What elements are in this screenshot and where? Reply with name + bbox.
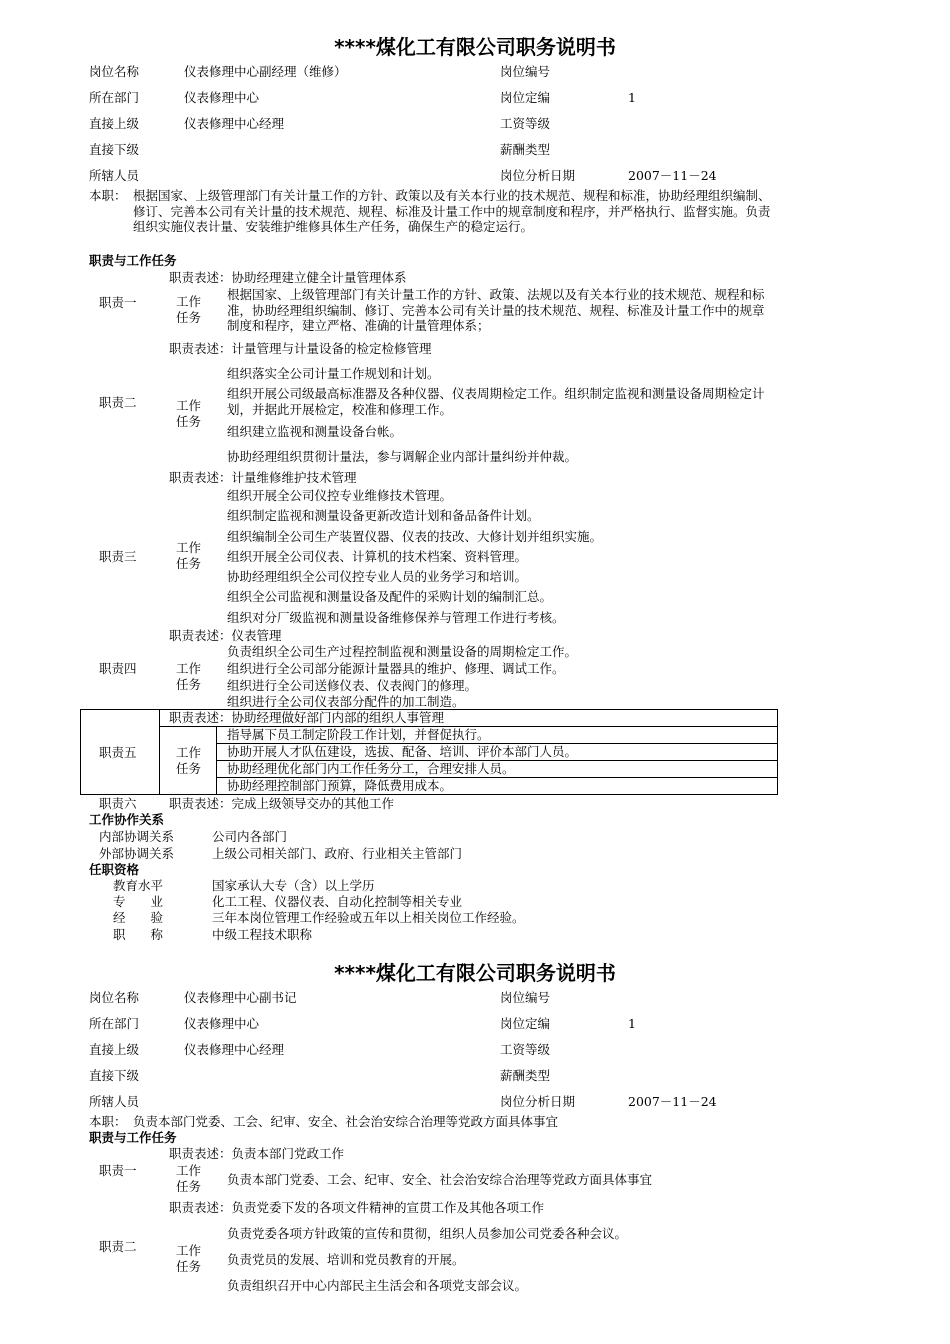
pay-type-label: 薪酬类型 (500, 142, 551, 157)
r1-name: 职责一 (99, 295, 137, 310)
r3-task-6: 组织全公司监视和测量设备及配件的采购计划的编制汇总。 (227, 589, 553, 604)
post-no-label: 岗位编号 (500, 990, 551, 1005)
internal-value: 公司内各部门 (212, 829, 288, 844)
tasks-heading: 职责与工作任务 (89, 253, 177, 268)
r4-task-1: 负责组织全公司生产过程控制监视和测量设备的周期检定工作。 (227, 644, 578, 659)
r4-task-4: 组织进行全公司仪表部分配件的加工制造。 (227, 694, 465, 709)
dept-value: 仪表修理中心 (184, 1016, 260, 1031)
r3-task-3: 组织编制全公司生产装置仪器、仪表的技改、大修计划并组织实施。 (227, 529, 603, 544)
r2-task-1: 负责党委各项方针政策的宣传和贯彻，组织人员参加公司党委各种会议。 (227, 1226, 628, 1241)
salary-grade-label: 工资等级 (500, 116, 551, 131)
superior-value: 仪表修理中心经理 (184, 116, 285, 131)
subordinate-label: 直接下级 (89, 1068, 140, 1083)
superior-value: 仪表修理中心经理 (184, 1042, 285, 1057)
r1-desc: 职责表述：负责本部门党政工作 (169, 1146, 345, 1161)
external-value: 上级公司相关部门、政府、行业相关主管部门 (212, 846, 463, 861)
analysis-date-label: 岗位分析日期 (500, 168, 576, 183)
post-name-value: 仪表修理中心副书记 (184, 990, 297, 1005)
dept-label: 所在部门 (89, 90, 140, 105)
duty-label: 本职： (89, 188, 127, 203)
r3-task-7: 组织对分厂级监视和测量设备维修保养与管理工作进行考核。 (227, 610, 565, 625)
r2-name: 职责二 (99, 395, 137, 410)
r2-task-4: 协助经理组织贯彻计量法，参与调解企业内部计量纠纷并仲裁。 (227, 449, 578, 464)
superior-label: 直接上级 (89, 116, 140, 131)
r6-desc: 职责表述：完成上级领导交办的其他工作 (169, 796, 395, 811)
r5-task-label: 工作 任务 (176, 745, 202, 776)
analysis-date-value: 2007－11－24 (628, 1094, 717, 1109)
r4-task-3: 组织进行全公司送修仪表、仪表阀门的修理。 (227, 678, 478, 693)
analysis-date-value: 2007－11－24 (628, 168, 717, 183)
analysis-date-label: 岗位分析日期 (500, 1094, 576, 1109)
external-label: 外部协调关系 (99, 846, 175, 861)
dept-label: 所在部门 (89, 1016, 140, 1031)
subordinate-label: 直接下级 (89, 142, 140, 157)
r6-name: 职责六 (99, 796, 137, 811)
exp-label: 经 验 (113, 910, 164, 925)
r5-name: 职责五 (99, 745, 137, 760)
edu-label: 教育水平 (113, 878, 164, 893)
major-label: 专 业 (113, 894, 164, 909)
qual-heading: 任职资格 (89, 862, 140, 877)
edu-value: 国家承认大专（含）以上学历 (212, 878, 375, 893)
pay-type-label: 薪酬类型 (500, 1068, 551, 1083)
duty-text: 负责本部门党委、工会、纪审、安全、社会治安综合治理等党政方面具体事宜 (133, 1114, 559, 1129)
r4-task-label: 工作 任务 (176, 661, 202, 692)
r3-task-2: 组织制定监视和测量设备更新改造计划和备品备件计划。 (227, 508, 540, 523)
post-name-value: 仪表修理中心副经理（维修） (184, 64, 347, 79)
r5-vline-1 (159, 709, 160, 795)
doc1-title: ****煤化工有限公司职务说明书 (334, 35, 616, 59)
staff-label: 所辖人员 (89, 168, 140, 183)
r3-task-label: 工作 任务 (176, 540, 202, 571)
r3-task-4: 组织开展全公司仪表、计算机的技术档案、资料管理。 (227, 549, 528, 564)
r5-task-3: 协助经理优化部门内工作任务分工，合理安排人员。 (227, 761, 515, 776)
major-value: 化工工程、仪器仪表、自动化控制等相关专业 (212, 894, 463, 909)
r1-task-label: 工作 任务 (176, 294, 202, 325)
duty-label: 本职： (89, 1114, 127, 1129)
r2-task-3: 负责组织召开中心内部民主生活会和各项党支部会议。 (227, 1278, 528, 1293)
post-name-label: 岗位名称 (89, 64, 140, 79)
salary-grade-label: 工资等级 (500, 1042, 551, 1057)
post-name-label: 岗位名称 (89, 990, 140, 1005)
r3-desc: 职责表述：计量维修维护技术管理 (169, 470, 357, 485)
r4-desc: 职责表述：仪表管理 (169, 628, 282, 643)
staff-label: 所辖人员 (89, 1094, 140, 1109)
title-req-value: 中级工程技术职称 (212, 927, 313, 942)
r1-name: 职责一 (99, 1163, 137, 1178)
r1-desc: 职责表述：协助经理建立健全计量管理体系 (169, 270, 407, 285)
r2-task-label: 工作 任务 (176, 1243, 202, 1274)
r2-task-label: 工作 任务 (176, 398, 202, 429)
internal-label: 内部协调关系 (99, 829, 175, 844)
r2-task-2: 组织开展公司级最高标准器及各种仪器、仪表周期检定工作。组织制定监视和测量设备周期检定计划，并据此开展检定，校准和修理工作。 (227, 386, 765, 417)
r5-desc: 职责表述：协助经理做好部门内部的组织人事管理 (169, 710, 445, 725)
quota-value: 1 (628, 1016, 636, 1031)
r1-task-1: 负责本部门党委、工会、纪审、安全、社会治安综合治理等党政方面具体事宜 (227, 1172, 653, 1187)
superior-label: 直接上级 (89, 1042, 140, 1057)
title-req-label: 职 称 (113, 927, 164, 942)
tasks-heading: 职责与工作任务 (89, 1130, 177, 1145)
quota-label: 岗位定编 (500, 90, 551, 105)
r2-name: 职责二 (99, 1239, 137, 1254)
coop-heading: 工作协作关系 (89, 812, 165, 827)
r1-task-label: 工作 任务 (176, 1163, 202, 1194)
exp-value: 三年本岗位管理工作经验或五年以上相关岗位工作经验。 (212, 910, 525, 925)
r2-task-2: 负责党员的发展、培训和党员教育的开展。 (227, 1252, 465, 1267)
r2-desc: 职责表述：计量管理与计量设备的检定检修管理 (169, 341, 432, 356)
r3-task-1: 组织开展全公司仪控专业维修技术管理。 (227, 488, 453, 503)
r2-task-1: 组织落实全公司计量工作规划和计划。 (227, 366, 440, 381)
post-no-label: 岗位编号 (500, 64, 551, 79)
doc2-title: ****煤化工有限公司职务说明书 (334, 961, 616, 985)
r5-task-2: 协助开展人才队伍建设，选拔、配备、培训、评价本部门人员。 (227, 744, 578, 759)
r4-name: 职责四 (99, 661, 137, 676)
r5-task-1: 指导属下员工制定阶段工作计划，并督促执行。 (227, 727, 490, 742)
r5-task-4: 协助经理控制部门预算，降低费用成本。 (227, 778, 453, 793)
duty-text: 根据国家、上级管理部门有关计量工作的方针、政策以及有关本行业的技术规范、规程和标准，协助经理组织编制、修订、完善本公司有关计量的技术规范、规程、标准及计量工作中的规章制度和程序，并严格执行、监督实施。负责组织实施仪表计量、安装维护维修具体生产任务，确保生产的稳定运行。 (133, 188, 771, 234)
r1-task-1: 根据国家、上级管理部门有关计量工作的方针、政策、法规以及有关本行业的技术规范、规程和标准，协助经理组织编制、修订、完善本公司有关计量的技术规范、规程、标准及计量工作中的规章制度和程序，建立严格、准确的计量管理体系； (227, 287, 765, 333)
r4-task-2: 组织进行全公司部分能源计量器具的维护、修理、调试工作。 (227, 661, 565, 676)
r2-task-3: 组织建立监视和测量设备台帐。 (227, 424, 403, 439)
r3-name: 职责三 (99, 549, 137, 564)
quota-label: 岗位定编 (500, 1016, 551, 1031)
r2-desc: 职责表述：负责党委下发的各项文件精神的宣贯工作及其他各项工作 (169, 1200, 545, 1215)
r3-task-5: 协助经理组织全公司仪控专业人员的业务学习和培训。 (227, 569, 528, 584)
quota-value: 1 (628, 90, 636, 105)
dept-value: 仪表修理中心 (184, 90, 260, 105)
